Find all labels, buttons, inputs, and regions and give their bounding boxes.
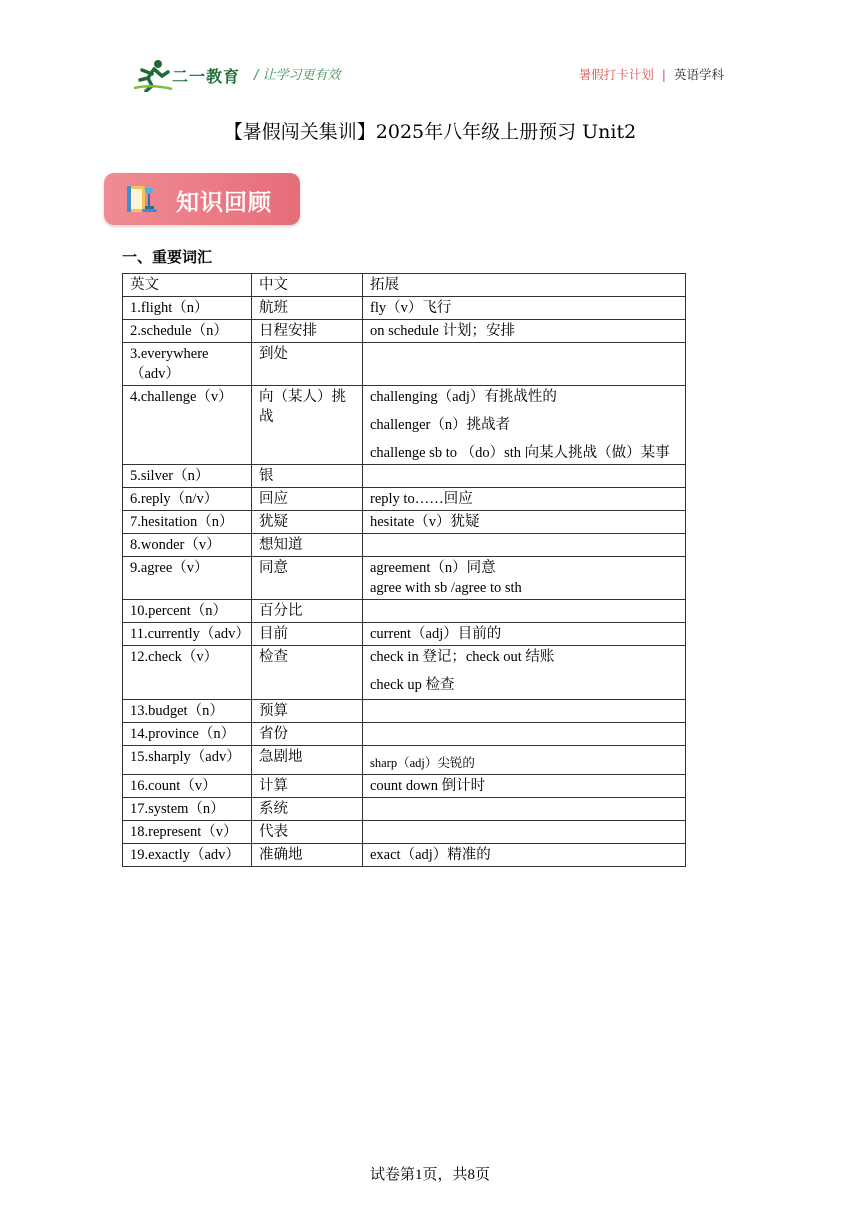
- english-cell: 7.hesitation（n）: [123, 511, 252, 534]
- english-cell: 14.province（n）: [123, 723, 252, 746]
- chinese-cell: 百分比: [252, 600, 363, 623]
- extension-cell: [363, 534, 686, 557]
- extension-line: count down 倒计时: [370, 778, 486, 794]
- english-cell: 16.count（v）: [123, 775, 252, 798]
- subject-label: 英语学科: [673, 67, 724, 82]
- extension-cell: [363, 600, 686, 623]
- header-right: [579, 65, 724, 83]
- extension-cell: [363, 511, 686, 534]
- extension-cell: [363, 746, 686, 775]
- chinese-cell: 检查: [252, 646, 363, 700]
- extension-cell: [363, 798, 686, 821]
- column-header: 拓展: [363, 274, 686, 297]
- extension-line: reply to……回应: [370, 491, 473, 507]
- chinese-cell: 系统: [252, 798, 363, 821]
- chinese-cell: 回应: [252, 488, 363, 511]
- english-cell: 19.exactly（adv）: [123, 844, 252, 867]
- extension-line: challenging（adj）有挑战性的: [370, 389, 557, 405]
- extension-cell: [363, 320, 686, 343]
- table-row: [123, 646, 686, 700]
- english-cell: 9.agree（v）: [123, 557, 252, 600]
- chinese-cell: 银: [252, 465, 363, 488]
- table-row: [123, 386, 686, 465]
- english-cell: 4.challenge（v）: [123, 386, 252, 465]
- plan-label: 暑假打卡计划: [578, 67, 654, 82]
- extension-cell: [363, 700, 686, 723]
- extension-cell: [363, 775, 686, 798]
- table-row: [123, 798, 686, 821]
- extension-cell: [363, 646, 686, 700]
- table-row: [123, 511, 686, 534]
- english-cell: 12.check（v）: [123, 646, 252, 700]
- book-lamp-icon: [122, 180, 160, 218]
- chinese-cell: 准确地: [252, 844, 363, 867]
- english-cell: 10.percent（n）: [123, 600, 252, 623]
- extension-line: current（adj）目前的: [370, 626, 502, 642]
- extension-cell: [363, 623, 686, 646]
- english-cell: 13.budget（n）: [123, 700, 252, 723]
- chinese-cell: 航班: [252, 297, 363, 320]
- extension-cell: [363, 488, 686, 511]
- extension-line: agree with sb /agree to sth: [370, 580, 522, 596]
- table-row: [123, 775, 686, 798]
- english-cell: 15.sharply（adv）: [123, 746, 252, 775]
- table-row: [123, 746, 686, 775]
- chinese-cell: 预算: [252, 700, 363, 723]
- chinese-cell: 计算: [252, 775, 363, 798]
- table-row: [123, 320, 686, 343]
- chinese-cell: 到处: [252, 343, 363, 386]
- extension-line: agreement（n）同意: [370, 560, 496, 576]
- table-row: [123, 844, 686, 867]
- section-heading: 一、重要词汇: [122, 248, 213, 266]
- table-row: [123, 465, 686, 488]
- column-header: 中文: [252, 274, 363, 297]
- table-header-row: [123, 274, 686, 297]
- vocabulary-table: [122, 273, 686, 867]
- table-row: [123, 700, 686, 723]
- extension-line: fly（v）飞行: [370, 300, 452, 316]
- english-cell: 2.schedule（n）: [123, 320, 252, 343]
- page-footer: 试卷第1页，共8页: [369, 1167, 490, 1183]
- chinese-cell: 急剧地: [252, 746, 363, 775]
- table-row: [123, 488, 686, 511]
- extension-line: hesitate（v）犹疑: [370, 514, 480, 530]
- extension-cell: [363, 821, 686, 844]
- english-cell: 11.currently（adv）: [123, 623, 252, 646]
- logo-text: 二一教育: [172, 67, 241, 86]
- extension-cell: [363, 297, 686, 320]
- banner-label: 知识回顾: [176, 190, 272, 216]
- chinese-cell: 日程安排: [252, 320, 363, 343]
- table-row: [123, 623, 686, 646]
- extension-line: challenger（n）挑战者: [370, 417, 511, 433]
- extension-line: check up 检查: [370, 677, 455, 693]
- column-header: 英文: [123, 274, 252, 297]
- english-cell: 17.system（n）: [123, 798, 252, 821]
- section-banner: [104, 173, 300, 225]
- extension-cell: [363, 343, 686, 386]
- table-row: [123, 600, 686, 623]
- slogan: / 让学习更有效: [254, 68, 341, 83]
- page-title: 【暑假闯关集训】2025年八年级上册预习 Unit2: [223, 121, 637, 143]
- table-row: [123, 343, 686, 386]
- english-cell: 1.flight（n）: [123, 297, 252, 320]
- table-row: [123, 557, 686, 600]
- english-cell: 18.represent（v）: [123, 821, 252, 844]
- table-row: [123, 723, 686, 746]
- extension-cell: [363, 465, 686, 488]
- chinese-cell: 向（某人）挑战: [252, 386, 363, 465]
- chinese-cell: 同意: [252, 557, 363, 600]
- extension-line: exact（adj）精准的: [370, 847, 491, 863]
- english-cell: 5.silver（n）: [123, 465, 252, 488]
- extension-line: check in 登记；check out 结账: [370, 649, 555, 665]
- extension-cell: [363, 386, 686, 465]
- header-separator: |: [661, 67, 666, 82]
- extension-line: sharp（adj）尖锐的: [370, 756, 475, 770]
- chinese-cell: 目前: [252, 623, 363, 646]
- english-cell: 3.everywhere（adv）: [123, 343, 252, 386]
- english-cell: 8.wonder（v）: [123, 534, 252, 557]
- chinese-cell: 省份: [252, 723, 363, 746]
- english-cell: 6.reply（n/v）: [123, 488, 252, 511]
- table-row: [123, 821, 686, 844]
- extension-cell: [363, 723, 686, 746]
- chinese-cell: 犹疑: [252, 511, 363, 534]
- extension-line: challenge sb to （do）sth 向某人挑战（做）某事: [370, 445, 670, 461]
- extension-cell: [363, 844, 686, 867]
- extension-line: on schedule 计划；安排: [370, 323, 515, 339]
- extension-cell: [363, 557, 686, 600]
- table-row: [123, 297, 686, 320]
- chinese-cell: 想知道: [252, 534, 363, 557]
- page-header: [0, 0, 860, 100]
- chinese-cell: 代表: [252, 821, 363, 844]
- table-row: [123, 534, 686, 557]
